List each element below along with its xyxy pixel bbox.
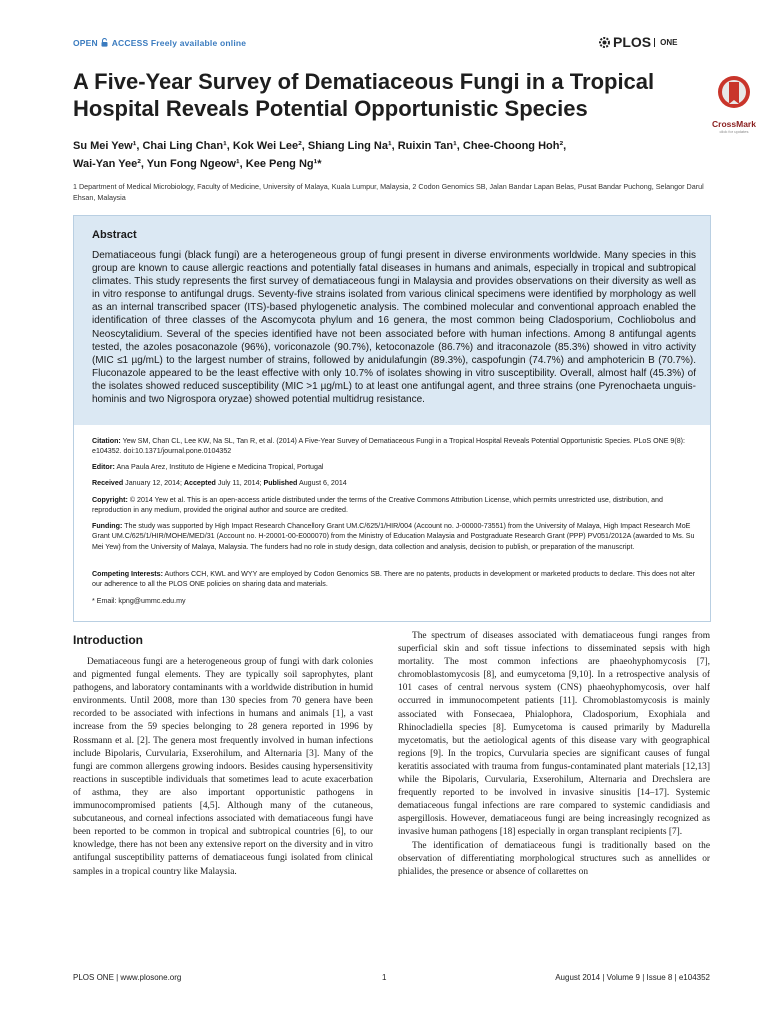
affiliations: 1 Department of Medical Microbiology, Faculty of Medicine, University of Malaya, Kuala Lumpur, Malaysia, 2 Codon Genomics SB, Jalan Bandar Lapan Belas, Pusat Bandar Puchong, Selangor Darul Ehsan, Malaysia [73,182,704,202]
article-title: A Five-Year Survey of Dematiaceous Fungi in a Tropical Hospital Reveals Potential Opportunistic Species [73,69,655,121]
paragraph: The identification of dematiaceous fungi is traditionally based on the observation of differentiating morphological structures such as annellides or phialides, the presence or absence of collarettes on [398,840,710,877]
open-lock-icon [101,38,108,47]
open-access-banner: OPEN ACCESS Freely available online [73,38,247,48]
funding: Funding: The study was supported by High Impact Research Chancellory Grant UM.C/625/1/HIR/004 (Account no. J-00000-73551) from the University of Malaya, High Impact Research MoE Grant UM.C/625/1/HIR/MOHE/MED/31 (Account no. H-20001-00-E000070) from the Ministry of Education Malaysia and Postgraduate Research Grant (PPP) PV051/2012A (awarded to Ms. Su Mei Yew) from the University of Malaya, Malaysia. The funders had no role in study design, data collection and analysis, decision to publish, or preparation of the manuscript. [92,522,695,551]
body-column-right [398,630,710,879]
crossmark-badge[interactable] [704,74,764,134]
abstract-box [73,215,711,622]
copyright: Copyright: © 2014 Yew et al. This is an open-access article distributed under the terms of the Creative Commons Attribution License, which permits unrestricted use, distribution, and reproduction in any medium, provided the original author and source are credited. [92,496,663,515]
competing-interests: Competing Interests: Authors CCH, KWL and WYY are employed by Codon Genomics SB. There are no patents, products in development or marketed products to declare. This does not alter our adherence to all the PLOS ONE policies on sharing data and materials. [92,570,696,589]
editor: Editor: Ana Paula Arez, Instituto de Higiene e Medicina Tropical, Portugal [92,463,324,471]
page-number: 1 [382,973,387,982]
section-heading-introduction: Introduction [73,633,143,647]
dates: Received January 12, 2014; Accepted July 11, 2014; Published August 6, 2014 [92,479,347,487]
crossmark-icon [717,74,751,112]
journal-logo[interactable]: PLOS ONE [598,34,677,50]
footer-journal[interactable]: PLOS ONE | www.plosone.org [73,973,182,982]
body-column-left [73,656,373,879]
crossmark-label: CrossMark [712,119,756,129]
crossmark-sublabel: click for updates [719,129,749,134]
paragraph: Dematiaceous fungi are a heterogeneous group of fungi with dark colonies and pigmented fungal elements. They are typically soil saprophytes, plant pathogens, and laboratory contaminants with a worldwide distribution in humid environments. Until 2008, more than 130 species from 70 genera have been recorded to be associated with infections in humans and animals [1], a vast increase from the 59 species belonging to 28 genera reported in 1996 by Rossmann et al. [2]. The genera most frequently involved in human infections include Bipolaris, Curvularia, Exserohilum, and Alternaria [3]. Many of the fungi are common allergens growing indoors. Besides causing hypersensitivity reactions in susceptible individuals that sometimes lead to acute exacerbation of asthma, they are also important opportunistic pathogens in immunocompromised patients [4,5]. Although many of the cutaneous, subcutaneous, and corneal infections associated with dematiaceous fungi have been reported to be common in tropical and subtropical countries [6], to our knowledge, there has not been any extensive report on the diversity and in vitro antifungal susceptibility patterns of dematiaceous fungi isolated from clinical samples in a tropical country like Malaysia. [73,657,373,877]
abstract-heading: Abstract [92,229,137,241]
footer-issue: August 2014 | Volume 9 | Issue 8 | e104352 [555,973,710,982]
paragraph: The spectrum of diseases associated with dematiaceous fungi ranges from superficial skin and soft tissue infections to disseminated sepsis with high mortality. The most common infections are phaeohyphomycosis [7], chromoblastomycosis [8], and eumycetoma [9,10]. In a retrospective analysis of 101 cases of central nervous system (CNS) phaeohyphomycosis, over half occurred in immunocompetent patients [11]. Chromoblastomycosis is mainly associated with Fonsecaea, Phialophora, Cladosporium, Exophiala and Rhinocladiella species [8]. Eumycetoma is caused primarily by Madurella mycetomatis, but the aetiological agents of this disease vary with geographical regions [9]. In the tropics, Curvularia species are significant causes of fungal keratitis associated with trauma from fungus-contaminated plant materials [12,13] while the Bipolaris, Curvularia, Exserohilum, Alternaria and Drechslera are frequently reported to be involved in invasive sinusitis [14–17]. Systemic dematiaceous fungal infections are rare compared to systemic candidiasis and aspergillosis. However, dematiaceous fungi are being increasingly recognized as invasive human pathogens [18] especially in organ transplant recipients [7]. [398,631,710,838]
citation: Citation: Yew SM, Chan CL, Lee KW, Na SL, Tan R, et al. (2014) A Five-Year Survey of Dematiaceous Fungi in a Tropical Hospital Reveals Potential Opportunistic Species. PLoS ONE 9(8): e104352. doi:10.1371/journal.pone.0104352 [92,437,686,456]
abstract-text: Dematiaceous fungi (black fungi) are a heterogeneous group of fungi present in diverse environments worldwide. Many species in this group are known to cause allergic reactions and potentially fatal diseases in humans and animals, especially in tropical and subtropical climates. This study represents the first survey of dematiaceous fungi in Malaysia and provides observations on their diversity as well as in vitro response to antifungal drugs. Seventy-five strains isolated from various clinical specimens were identified by morphology as well as an internal transcribed spacer (ITS)-based phylogenetic analysis. The combined molecular and conventional approach enabled the identification of three classes of the Ascomycota phylum and 16 genera, the most common being Cladosporium, Cochliobolus and Neoscytalidium. Several of the species identified have not been associated before with human infections. Among 8 antifungal agents tested, the azoles posaconazole (96%), voriconazole (90.7%), ketoconazole (86.7%) and itraconazole (85.3%) showed in vitro activity (MIC ≤1 µg/mL) to the largest number of strains, followed by anidulafungin (89.3%), caspofungin (74.7%) and amphotericin B (70.7%). Fluconazole appeared to be the least effective with only 10.7% of isolates showing in vitro susceptibility. Overall, almost half (45.3%) of the isolates showed reduced susceptibility (MIC >1 µg/mL) to at least one antifungal agent, and three strains (one Pyrenochaeta unguis-hominis and two Nigrospora oryzae) showed potential multidrug resistance. [92,250,696,406]
plos-gear-icon [598,36,611,49]
author-list: Su Mei Yew¹, Chai Ling Chan¹, Kok Wei Lee², Shiang Ling Na¹, Ruixin Tan¹, Chee-Choong Hoh², Wai-Yan Yee², Yun Fong Ngeow¹, Kee Peng Ng¹* [73,140,567,170]
contact-email[interactable]: * Email: kpng@ummc.edu.my [92,597,186,605]
